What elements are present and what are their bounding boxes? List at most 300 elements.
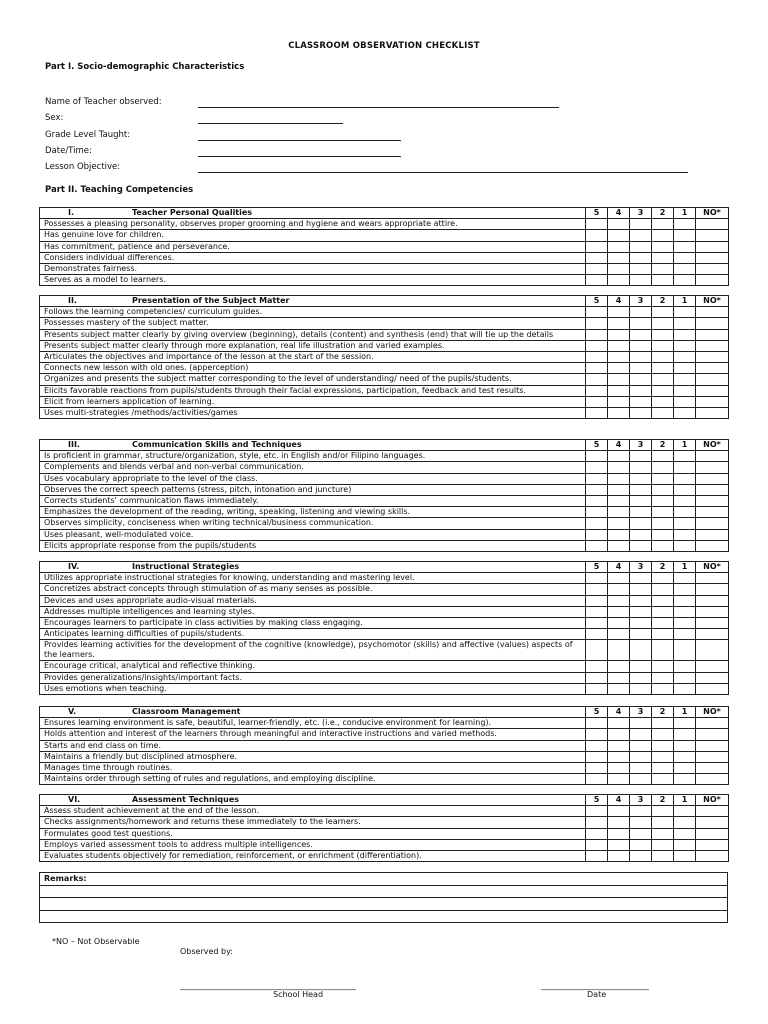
rating-cell[interactable] — [652, 407, 674, 418]
rating-cell[interactable] — [586, 451, 608, 462]
rating-cell[interactable] — [608, 595, 630, 606]
rating-cell[interactable] — [586, 672, 608, 683]
rating-cell[interactable] — [696, 529, 729, 540]
rating-cell[interactable] — [652, 740, 674, 751]
rating-cell[interactable] — [608, 540, 630, 551]
rating-cell[interactable] — [586, 573, 608, 584]
rating-cell[interactable] — [674, 661, 696, 672]
rating-cell[interactable] — [630, 263, 652, 274]
remarks-table — [39, 872, 728, 923]
rating-cell[interactable] — [652, 640, 674, 661]
rating-cell[interactable] — [652, 540, 674, 551]
rating-cell[interactable] — [586, 385, 608, 396]
rating-cell[interactable] — [696, 374, 729, 385]
rating-cell[interactable] — [586, 529, 608, 540]
rating-cell[interactable] — [608, 828, 630, 839]
rating-cell[interactable] — [696, 774, 729, 785]
rating-cell[interactable] — [586, 595, 608, 606]
rating-cell[interactable] — [586, 495, 608, 506]
rating-cell[interactable] — [608, 307, 630, 318]
rating-cell[interactable] — [630, 540, 652, 551]
rating-cell[interactable] — [608, 374, 630, 385]
rating-cell[interactable] — [608, 751, 630, 762]
rating-cell[interactable] — [630, 396, 652, 407]
rating-cell[interactable] — [674, 363, 696, 374]
rating-cell[interactable] — [608, 219, 630, 230]
rating-cell[interactable] — [696, 729, 729, 740]
rating-cell[interactable] — [608, 683, 630, 694]
rating-cell[interactable] — [674, 385, 696, 396]
rating-cell[interactable] — [696, 329, 729, 340]
rating-cell[interactable] — [674, 729, 696, 740]
rating-cell[interactable] — [652, 473, 674, 484]
rating-cell[interactable] — [586, 518, 608, 529]
rating-cell[interactable] — [586, 828, 608, 839]
rating-cell[interactable] — [586, 817, 608, 828]
rating-cell[interactable] — [674, 351, 696, 362]
rating-cell[interactable] — [630, 629, 652, 640]
rating-cell[interactable] — [630, 606, 652, 617]
rating-cell[interactable] — [674, 839, 696, 850]
rating-cell[interactable] — [652, 718, 674, 729]
rating-cell[interactable] — [696, 817, 729, 828]
rating-cell[interactable] — [652, 584, 674, 595]
rating-cell[interactable] — [608, 252, 630, 263]
rating-cell[interactable] — [674, 584, 696, 595]
rating-column-header: 2 — [652, 562, 674, 573]
rating-cell[interactable] — [630, 462, 652, 473]
rating-cell[interactable] — [586, 219, 608, 230]
rating-cell[interactable] — [608, 473, 630, 484]
sex-field[interactable] — [198, 123, 343, 124]
rating-cell[interactable] — [586, 396, 608, 407]
rating-cell[interactable] — [630, 275, 652, 286]
rating-cell[interactable] — [652, 529, 674, 540]
date-signature-line[interactable]: ___________________________ — [541, 981, 649, 990]
rating-cell[interactable] — [608, 385, 630, 396]
competency-text: Considers individual differences. — [40, 252, 586, 263]
rating-cell[interactable] — [652, 484, 674, 495]
rating-cell[interactable] — [608, 718, 630, 729]
rating-cell[interactable] — [586, 241, 608, 252]
rating-cell[interactable] — [652, 385, 674, 396]
rating-cell[interactable] — [696, 629, 729, 640]
rating-cell[interactable] — [586, 507, 608, 518]
rating-cell[interactable] — [586, 740, 608, 751]
rating-cell[interactable] — [630, 640, 652, 661]
rating-cell[interactable] — [630, 683, 652, 694]
rating-cell[interactable] — [608, 762, 630, 773]
rating-cell[interactable] — [586, 275, 608, 286]
rating-cell[interactable] — [586, 806, 608, 817]
rating-cell[interactable] — [674, 751, 696, 762]
rating-cell[interactable] — [652, 396, 674, 407]
rating-cell[interactable] — [652, 462, 674, 473]
rating-cell[interactable] — [652, 729, 674, 740]
rating-cell[interactable] — [696, 219, 729, 230]
rating-cell[interactable] — [674, 595, 696, 606]
rating-cell[interactable] — [652, 683, 674, 694]
rating-cell[interactable] — [586, 774, 608, 785]
rating-cell[interactable] — [652, 672, 674, 683]
rating-cell[interactable] — [608, 351, 630, 362]
rating-cell[interactable] — [652, 774, 674, 785]
rating-cell[interactable] — [696, 661, 729, 672]
rating-cell[interactable] — [696, 540, 729, 551]
rating-cell[interactable] — [652, 318, 674, 329]
rating-cell[interactable] — [652, 839, 674, 850]
rating-cell[interactable] — [674, 495, 696, 506]
rating-cell[interactable] — [630, 595, 652, 606]
rating-cell[interactable] — [630, 318, 652, 329]
rating-cell[interactable] — [608, 573, 630, 584]
school-head-signature-line[interactable]: ____________________________________________ — [180, 981, 356, 990]
rating-cell[interactable] — [630, 451, 652, 462]
remarks-line[interactable] — [40, 898, 728, 911]
grade-level-field[interactable] — [198, 140, 401, 141]
rating-cell[interactable] — [586, 407, 608, 418]
lesson-objective-field[interactable] — [198, 172, 688, 173]
rating-cell[interactable] — [696, 396, 729, 407]
rating-cell[interactable] — [630, 729, 652, 740]
rating-cell[interactable] — [630, 351, 652, 362]
rating-cell[interactable] — [608, 407, 630, 418]
rating-cell[interactable] — [586, 584, 608, 595]
rating-cell[interactable] — [652, 495, 674, 506]
rating-cell[interactable] — [696, 252, 729, 263]
rating-cell[interactable] — [652, 762, 674, 773]
rating-cell[interactable] — [674, 850, 696, 861]
rating-cell[interactable] — [586, 230, 608, 241]
rating-cell[interactable] — [652, 850, 674, 861]
rating-cell[interactable] — [652, 617, 674, 628]
rating-cell[interactable] — [630, 407, 652, 418]
rating-cell[interactable] — [586, 363, 608, 374]
rating-cell[interactable] — [608, 462, 630, 473]
rating-cell[interactable] — [586, 617, 608, 628]
rating-cell[interactable] — [696, 762, 729, 773]
competency-row — [40, 307, 729, 318]
rating-cell[interactable] — [586, 839, 608, 850]
rating-cell[interactable] — [696, 451, 729, 462]
rating-cell[interactable] — [696, 241, 729, 252]
rating-cell[interactable] — [652, 806, 674, 817]
rating-cell[interactable] — [696, 275, 729, 286]
rating-cell[interactable] — [608, 396, 630, 407]
rating-cell[interactable] — [608, 518, 630, 529]
rating-column-header: NO* — [696, 795, 729, 806]
rating-cell[interactable] — [608, 529, 630, 540]
rating-cell[interactable] — [630, 241, 652, 252]
rating-cell[interactable] — [696, 518, 729, 529]
rating-cell[interactable] — [586, 729, 608, 740]
rating-cell[interactable] — [586, 484, 608, 495]
rating-cell[interactable] — [630, 363, 652, 374]
rating-cell[interactable] — [586, 307, 608, 318]
rating-cell[interactable] — [674, 340, 696, 351]
rating-cell[interactable] — [696, 640, 729, 661]
rating-cell[interactable] — [652, 507, 674, 518]
rating-cell[interactable] — [586, 751, 608, 762]
rating-cell[interactable] — [674, 806, 696, 817]
rating-cell[interactable] — [652, 307, 674, 318]
rating-cell[interactable] — [674, 462, 696, 473]
rating-cell[interactable] — [630, 661, 652, 672]
rating-cell[interactable] — [630, 340, 652, 351]
rating-cell[interactable] — [696, 307, 729, 318]
rating-cell[interactable] — [608, 584, 630, 595]
rating-cell[interactable] — [652, 828, 674, 839]
rating-cell[interactable] — [696, 839, 729, 850]
rating-cell[interactable] — [630, 573, 652, 584]
rating-cell[interactable] — [630, 584, 652, 595]
rating-cell[interactable] — [630, 718, 652, 729]
rating-cell[interactable] — [652, 219, 674, 230]
remarks-line[interactable] — [40, 910, 728, 923]
rating-cell[interactable] — [696, 473, 729, 484]
rating-cell[interactable] — [652, 241, 674, 252]
rating-cell[interactable] — [696, 828, 729, 839]
rating-cell[interactable] — [630, 374, 652, 385]
rating-cell[interactable] — [608, 661, 630, 672]
rating-cell[interactable] — [586, 473, 608, 484]
competency-text: Manages time through routines. — [40, 762, 586, 773]
rating-cell[interactable] — [630, 473, 652, 484]
rating-cell[interactable] — [630, 740, 652, 751]
rating-cell[interactable] — [652, 751, 674, 762]
rating-cell[interactable] — [608, 484, 630, 495]
rating-cell[interactable] — [696, 507, 729, 518]
rating-cell[interactable] — [674, 740, 696, 751]
rating-cell[interactable] — [630, 850, 652, 861]
rating-cell[interactable] — [608, 230, 630, 241]
rating-cell[interactable] — [674, 275, 696, 286]
rating-cell[interactable] — [674, 518, 696, 529]
rating-cell[interactable] — [674, 241, 696, 252]
rating-cell[interactable] — [674, 774, 696, 785]
rating-cell[interactable] — [674, 329, 696, 340]
rating-cell[interactable] — [586, 629, 608, 640]
rating-cell[interactable] — [696, 230, 729, 241]
rating-cell[interactable] — [674, 617, 696, 628]
rating-cell[interactable] — [608, 507, 630, 518]
rating-cell[interactable] — [608, 329, 630, 340]
rating-cell[interactable] — [696, 340, 729, 351]
rating-cell[interactable] — [586, 850, 608, 861]
rating-cell[interactable] — [696, 263, 729, 274]
rating-cell[interactable] — [608, 263, 630, 274]
rating-cell[interactable] — [674, 473, 696, 484]
rating-cell[interactable] — [674, 573, 696, 584]
competency-text: Holds attention and interest of the learners through meaningful and interactive instructions and varied methods. — [40, 729, 586, 740]
rating-cell[interactable] — [630, 329, 652, 340]
rating-cell[interactable] — [586, 351, 608, 362]
rating-cell[interactable] — [674, 529, 696, 540]
rating-cell[interactable] — [608, 363, 630, 374]
section-header-row — [40, 296, 729, 307]
rating-cell[interactable] — [608, 241, 630, 252]
rating-cell[interactable] — [696, 617, 729, 628]
rating-cell[interactable] — [608, 672, 630, 683]
rating-cell[interactable] — [696, 462, 729, 473]
rating-cell[interactable] — [652, 363, 674, 374]
rating-cell[interactable] — [608, 806, 630, 817]
rating-cell[interactable] — [674, 606, 696, 617]
rating-cell[interactable] — [586, 252, 608, 263]
rating-cell[interactable] — [652, 573, 674, 584]
rating-cell[interactable] — [696, 751, 729, 762]
rating-cell[interactable] — [652, 329, 674, 340]
rating-cell[interactable] — [674, 817, 696, 828]
rating-cell[interactable] — [586, 540, 608, 551]
rating-cell[interactable] — [586, 263, 608, 274]
rating-cell[interactable] — [630, 495, 652, 506]
rating-cell[interactable] — [608, 340, 630, 351]
rating-cell[interactable] — [608, 640, 630, 661]
rating-cell[interactable] — [586, 640, 608, 661]
rating-cell[interactable] — [652, 661, 674, 672]
rating-cell[interactable] — [652, 263, 674, 274]
rating-cell[interactable] — [696, 495, 729, 506]
rating-cell[interactable] — [652, 252, 674, 263]
rating-cell[interactable] — [586, 606, 608, 617]
rating-cell[interactable] — [630, 252, 652, 263]
rating-cell[interactable] — [674, 396, 696, 407]
teacher-name-field[interactable] — [198, 107, 559, 108]
rating-cell[interactable] — [608, 606, 630, 617]
rating-cell[interactable] — [674, 540, 696, 551]
rating-cell[interactable] — [630, 307, 652, 318]
rating-cell[interactable] — [696, 740, 729, 751]
rating-cell[interactable] — [608, 318, 630, 329]
rating-cell[interactable] — [652, 351, 674, 362]
rating-cell[interactable] — [652, 275, 674, 286]
rating-cell[interactable] — [652, 817, 674, 828]
rating-cell[interactable] — [630, 828, 652, 839]
rating-cell[interactable] — [630, 230, 652, 241]
rating-cell[interactable] — [674, 672, 696, 683]
rating-cell[interactable] — [652, 518, 674, 529]
rating-cell[interactable] — [630, 672, 652, 683]
rating-cell[interactable] — [586, 374, 608, 385]
competency-row — [40, 683, 729, 694]
rating-cell[interactable] — [586, 329, 608, 340]
rating-cell[interactable] — [696, 363, 729, 374]
rating-cell[interactable] — [696, 351, 729, 362]
rating-cell[interactable] — [696, 595, 729, 606]
rating-cell[interactable] — [586, 318, 608, 329]
rating-cell[interactable] — [652, 451, 674, 462]
rating-cell[interactable] — [608, 451, 630, 462]
rating-cell[interactable] — [652, 340, 674, 351]
rating-cell[interactable] — [586, 661, 608, 672]
rating-cell[interactable] — [608, 617, 630, 628]
rating-cell[interactable] — [674, 828, 696, 839]
rating-cell[interactable] — [586, 762, 608, 773]
rating-cell[interactable] — [674, 307, 696, 318]
rating-cell[interactable] — [608, 839, 630, 850]
rating-cell[interactable] — [608, 850, 630, 861]
competency-row — [40, 817, 729, 828]
rating-cell[interactable] — [586, 718, 608, 729]
rating-cell[interactable] — [674, 484, 696, 495]
rating-cell[interactable] — [674, 252, 696, 263]
rating-cell[interactable] — [696, 806, 729, 817]
rating-cell[interactable] — [630, 518, 652, 529]
rating-cell[interactable] — [630, 529, 652, 540]
rating-cell[interactable] — [652, 374, 674, 385]
remarks-line[interactable] — [40, 885, 728, 898]
rating-cell[interactable] — [652, 595, 674, 606]
rating-cell[interactable] — [630, 507, 652, 518]
rating-cell[interactable] — [586, 462, 608, 473]
rating-cell[interactable] — [630, 484, 652, 495]
rating-cell[interactable] — [630, 762, 652, 773]
part1-heading: Part I. Socio-demographic Characteristics — [45, 62, 245, 72]
rating-cell[interactable] — [674, 629, 696, 640]
rating-cell[interactable] — [674, 318, 696, 329]
rating-cell[interactable] — [608, 740, 630, 751]
rating-cell[interactable] — [630, 617, 652, 628]
rating-cell[interactable] — [608, 817, 630, 828]
rating-cell[interactable] — [674, 407, 696, 418]
rating-cell[interactable] — [696, 718, 729, 729]
rating-cell[interactable] — [608, 729, 630, 740]
rating-cell[interactable] — [674, 640, 696, 661]
teacher-name-label: Name of Teacher observed: — [45, 97, 162, 107]
rating-cell[interactable] — [630, 817, 652, 828]
rating-cell[interactable] — [652, 629, 674, 640]
rating-cell[interactable] — [696, 584, 729, 595]
rating-cell[interactable] — [630, 385, 652, 396]
rating-cell[interactable] — [674, 219, 696, 230]
rating-cell[interactable] — [696, 683, 729, 694]
rating-cell[interactable] — [652, 230, 674, 241]
rating-cell[interactable] — [630, 774, 652, 785]
date-time-field[interactable] — [198, 156, 401, 157]
rating-cell[interactable] — [696, 573, 729, 584]
rating-cell[interactable] — [674, 374, 696, 385]
rating-cell[interactable] — [652, 606, 674, 617]
rating-cell[interactable] — [696, 407, 729, 418]
rating-cell[interactable] — [696, 606, 729, 617]
rating-cell[interactable] — [630, 806, 652, 817]
rating-cell[interactable] — [696, 385, 729, 396]
rating-cell[interactable] — [674, 263, 696, 274]
rating-cell[interactable] — [608, 275, 630, 286]
rating-cell[interactable] — [696, 484, 729, 495]
rating-cell[interactable] — [608, 629, 630, 640]
competency-row — [40, 617, 729, 628]
rating-cell[interactable] — [608, 495, 630, 506]
rating-cell[interactable] — [674, 762, 696, 773]
rating-cell[interactable] — [630, 839, 652, 850]
rating-cell[interactable] — [608, 774, 630, 785]
rating-cell[interactable] — [696, 850, 729, 861]
competency-row — [40, 351, 729, 362]
rating-cell[interactable] — [586, 683, 608, 694]
rating-cell[interactable] — [696, 318, 729, 329]
rating-cell[interactable] — [674, 451, 696, 462]
rating-cell[interactable] — [674, 507, 696, 518]
rating-cell[interactable] — [630, 219, 652, 230]
rating-cell[interactable] — [674, 718, 696, 729]
rating-cell[interactable] — [586, 340, 608, 351]
rating-cell[interactable] — [696, 672, 729, 683]
rating-cell[interactable] — [674, 230, 696, 241]
rating-cell[interactable] — [630, 751, 652, 762]
rating-cell[interactable] — [674, 683, 696, 694]
